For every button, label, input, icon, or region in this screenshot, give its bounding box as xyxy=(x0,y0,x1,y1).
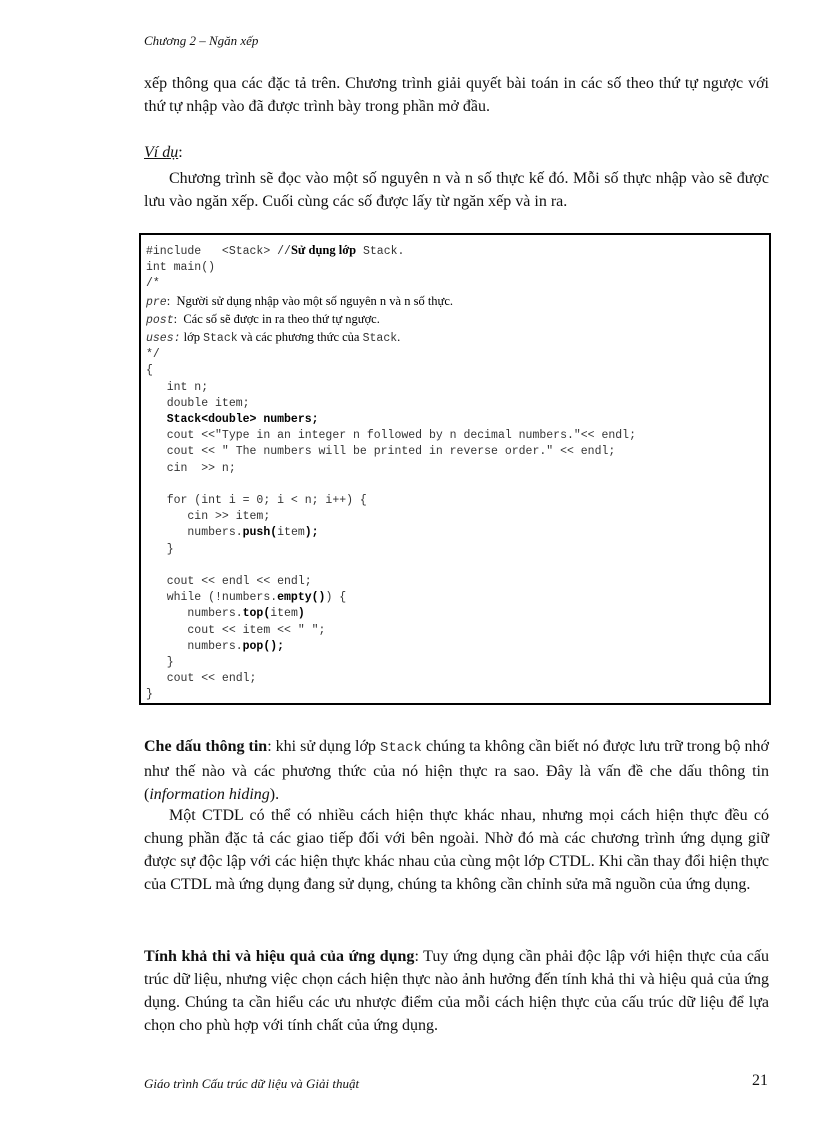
ctdl-paragraph: Một CTDL có thể có nhiều cách hiện thực khác nhau, nhưng mọi cách hiện thực đều có chung phần đặc tả các giao tiếp đối với bên ngoài. Nhờ đó mà các chương trình ứng dụng giữ được sự độc lập với các hiện thực khác nhau của cùng một lớp CTDL. Khi cần thay đổi hiện thực của CTDL mà ứng dụng đang sử dụng, chúng ta không cần chỉnh sửa mã nguồn của ứng dụng. xyxy=(144,807,769,893)
code-line: } xyxy=(146,656,174,670)
code-line: { xyxy=(146,364,153,378)
code-line: post: Các số sẽ được in ra theo thứ tự ngược. xyxy=(146,311,380,327)
code-line: */ xyxy=(146,348,160,362)
running-footer: Giáo trình Cấu trúc dữ liệu và Giải thuật xyxy=(144,1076,360,1091)
code-line: cout << endl << endl; xyxy=(146,575,312,589)
code-line: cout << endl; xyxy=(146,672,257,686)
intro-paragraph: xếp thông qua các đặc tả trên. Chương trình giải quyết bài toán in các số theo thứ tự ngược với thứ tự nhập vào đã được trình bày trong phần mở đầu. xyxy=(144,75,769,115)
code-line: while (!numbers.empty()) { xyxy=(146,591,347,605)
code-line: int n; xyxy=(146,380,209,394)
example-paragraph: Chương trình sẽ đọc vào một số nguyên n và n số thực kế đó. Mỗi số thực nhập vào sẽ được lưu vào ngăn xếp. Cuối cùng các số được lấy từ ngăn xếp và in ra. xyxy=(144,170,769,210)
term: information hiding xyxy=(149,786,270,803)
code-block xyxy=(146,242,769,704)
example-label-text: Ví dụ xyxy=(144,144,179,161)
code-line: pre: Người sử dụng nhập vào một số nguyên n và n số thực. xyxy=(146,293,454,309)
code-line: #include <Stack> //Sử dụng lớp Stack. xyxy=(146,243,405,258)
page-number: 21 xyxy=(752,1072,768,1089)
code-line: numbers.push(item); xyxy=(146,526,319,540)
code-line: numbers.pop(); xyxy=(146,639,285,653)
inline-code: Stack xyxy=(379,740,422,756)
code-line: cin >> n; xyxy=(146,461,236,475)
code-line: cout <<"Type in an integer n followed by n decimal numbers."<< endl; xyxy=(146,429,636,443)
information-hiding-paragraph: Che dấu thông tin: khi sử dụng lớp Stack chúng ta không cần biết nó được lưu trữ trong bộ nhớ như thế nào và các phương thức của nó hiện thực ra sao. Đây là vấn đề che dấu thông tin (information hiding). xyxy=(144,738,769,803)
code-line: cout << " The numbers will be printed in reverse order." << endl; xyxy=(146,445,616,459)
code-listing xyxy=(139,233,771,705)
example-label xyxy=(144,144,183,162)
code-line: Stack<double> numbers; xyxy=(146,413,319,427)
code-line: cin >> item; xyxy=(146,510,271,524)
code-line: } xyxy=(146,542,174,556)
code-line: numbers.top(item) xyxy=(146,607,305,621)
feasibility-paragraph: Tính khả thi và hiệu quả của ứng dụng: Tuy ứng dụng cần phải độc lập với hiện thực của cấu trúc dữ liệu, nhưng việc chọn cách hiện thực nào ảnh hưởng đến tính khả thi và hiệu quả của ứng dụng. Chúng ta cần hiểu các ưu nhược điểm của mỗi cách hiện thực của cấu trúc dữ liệu để lựa chọn cho phù hợp với tính chất của ứng dụng. xyxy=(144,948,770,1034)
code-line: int main() xyxy=(146,261,216,275)
section-title: Tính khả thi và hiệu quả của ứng dụng xyxy=(144,948,415,965)
example-label-colon: : xyxy=(178,144,183,161)
code-line: cout << item << " "; xyxy=(146,623,326,637)
section-title: Che dấu thông tin xyxy=(144,738,268,755)
code-line: uses: lớp Stack và các phương thức của Stack. xyxy=(146,330,401,346)
code-line: double item; xyxy=(146,396,250,410)
code-line: for (int i = 0; i < n; i++) { xyxy=(146,494,367,508)
code-line: /* xyxy=(146,277,160,291)
code-line: } xyxy=(146,688,153,702)
running-header: Chương 2 – Ngăn xếp xyxy=(144,33,259,48)
